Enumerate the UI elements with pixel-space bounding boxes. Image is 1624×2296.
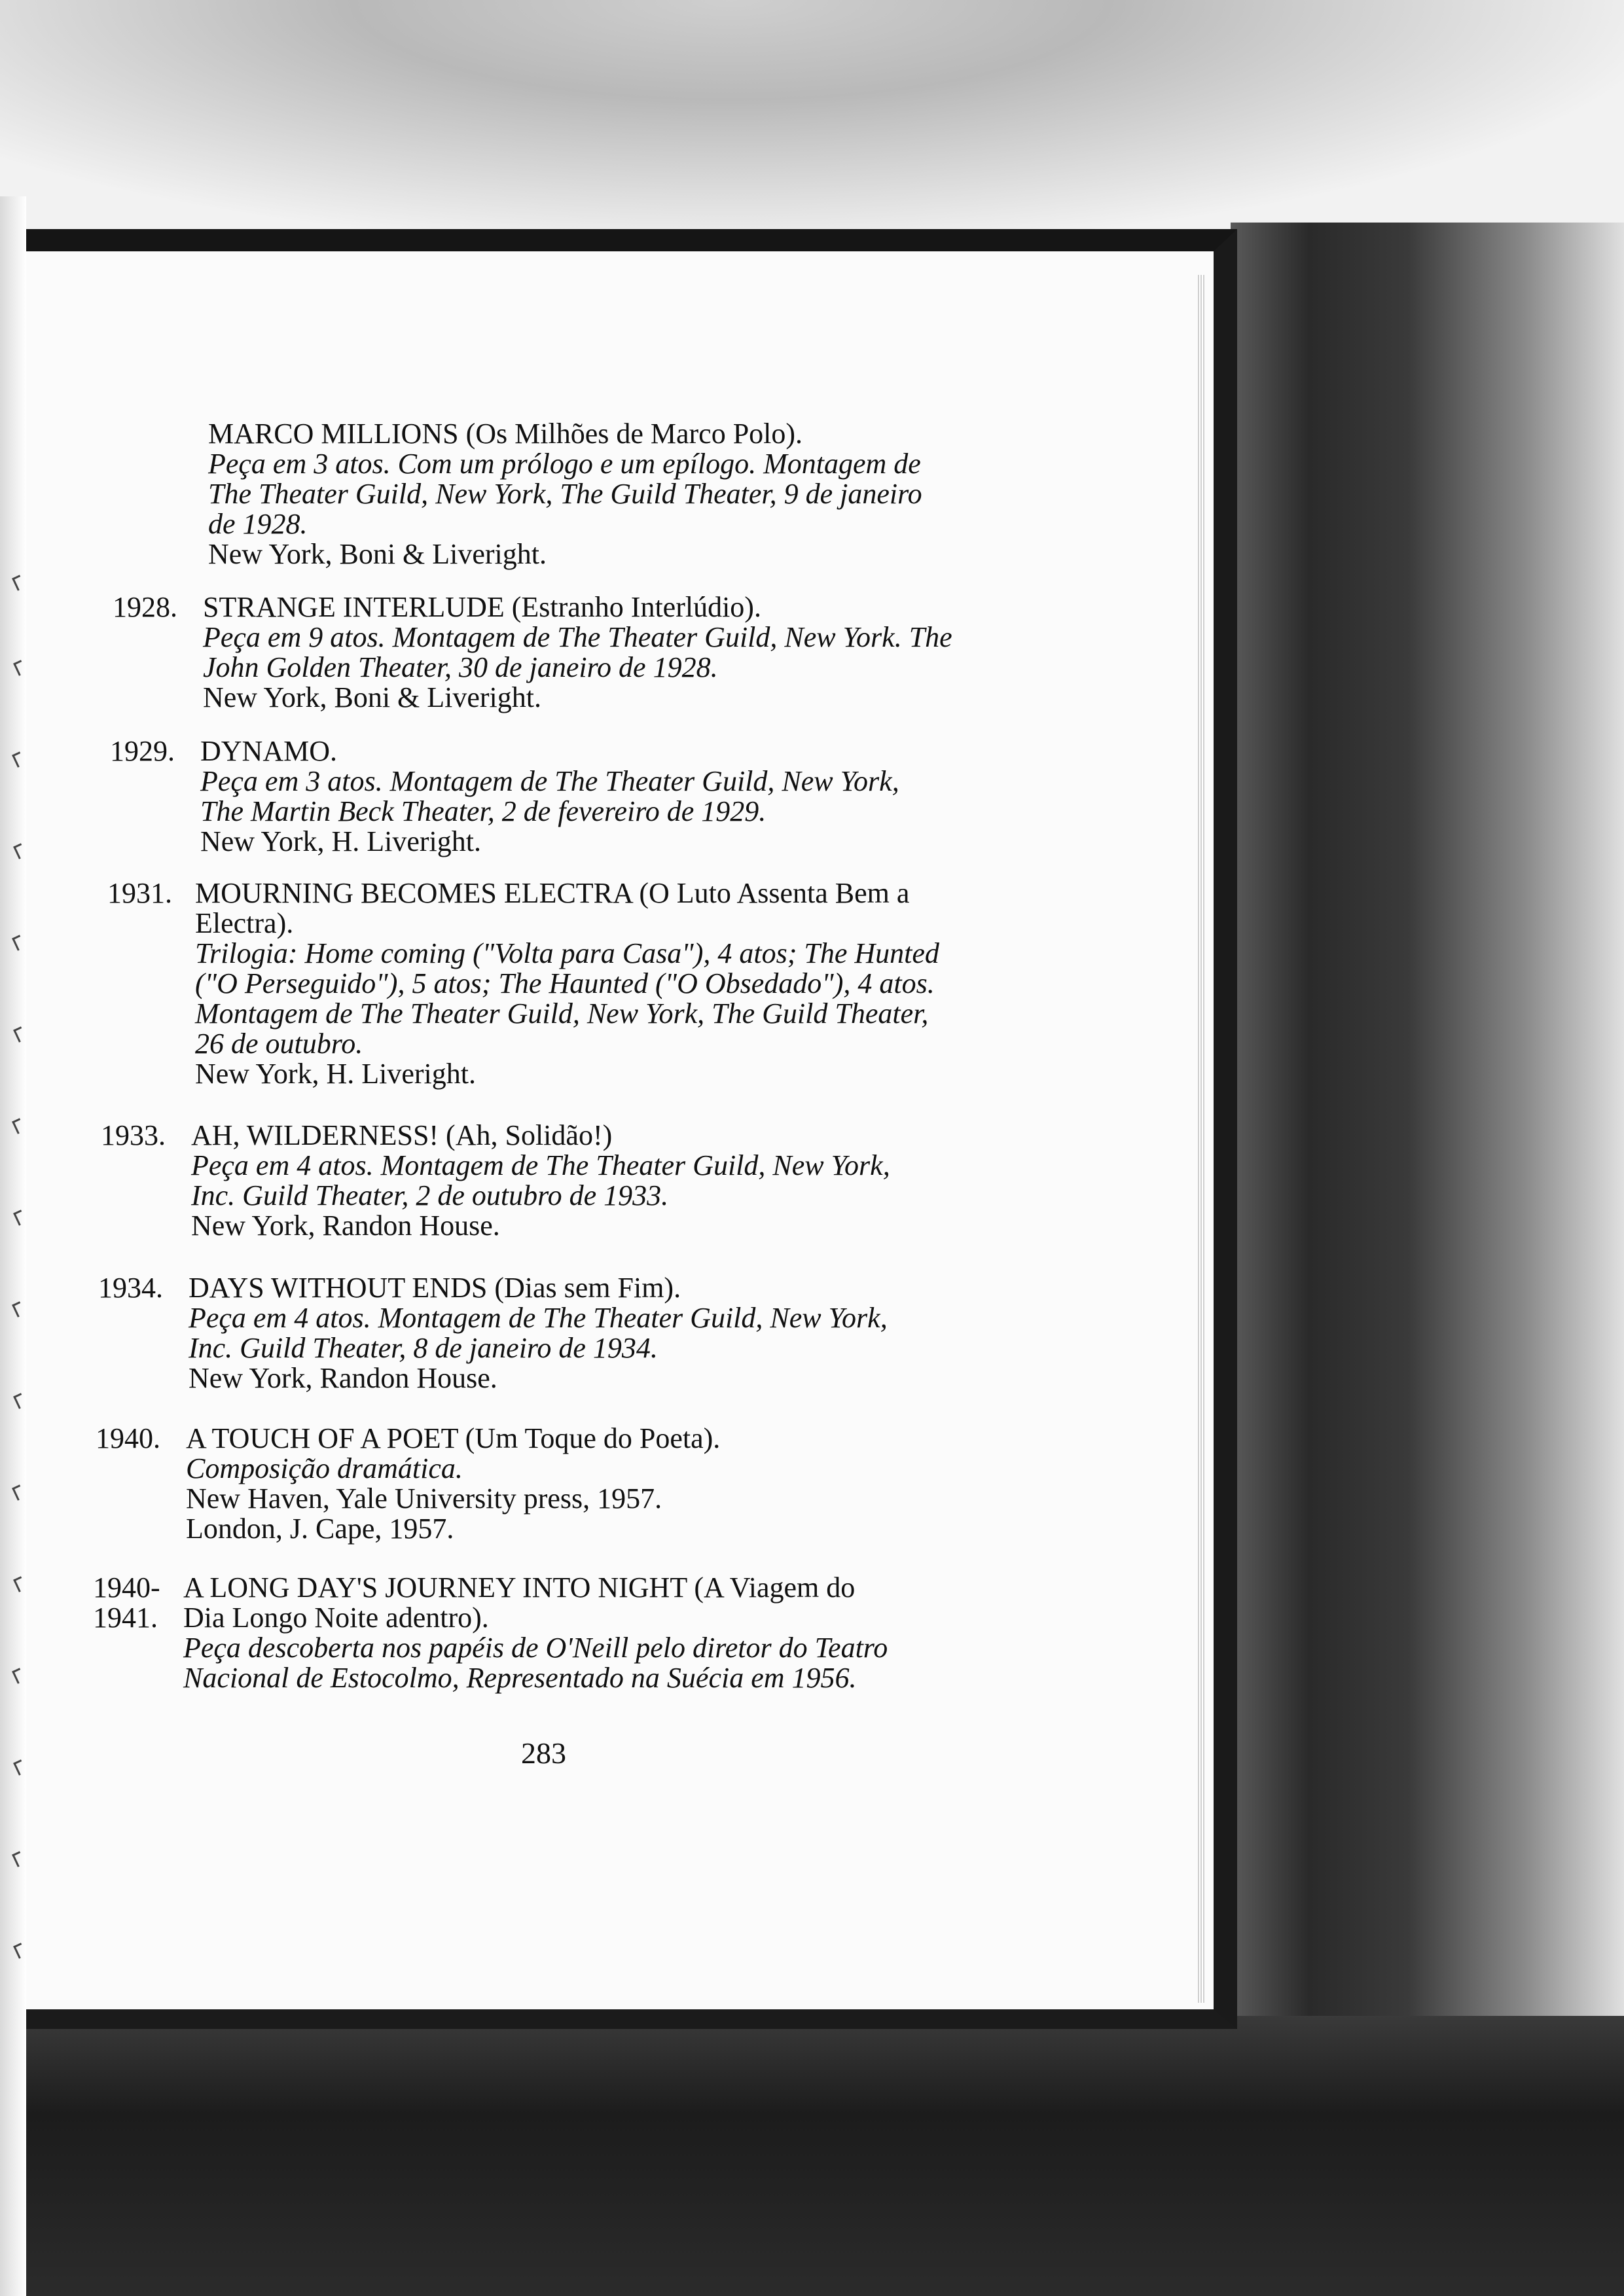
entry-publisher: London, J. Cape, 1957. xyxy=(186,1513,454,1545)
scanner-background-bottom xyxy=(0,2016,1624,2296)
entry-description: ("O Perseguido"), 5 atos; The Haunted ("O Obsedado"), 4 atos. xyxy=(195,967,935,999)
entry-description: John Golden Theater, 30 de janeiro de 1928. xyxy=(203,651,718,683)
scanner-background-left xyxy=(0,196,26,2296)
entry-description: Peça em 3 atos. Montagem de The Theater Guild, New York, xyxy=(200,765,899,797)
entry-publisher: New York, Randon House. xyxy=(189,1362,497,1394)
entry-description: Montagem de The Theater Guild, New York, The Guild Theater, xyxy=(195,997,929,1030)
entry-title: Dia Longo Noite adentro). xyxy=(183,1602,489,1634)
entry-title: STRANGE INTERLUDE (Estranho Interlúdio). xyxy=(203,591,761,623)
entry-title: Electra). xyxy=(195,907,294,939)
bibliography-entry xyxy=(200,736,899,857)
entry-title: AH, WILDERNESS! (Ah, Solidão!) xyxy=(191,1119,613,1151)
entry-publisher: New York, H. Liveright. xyxy=(195,1058,476,1090)
entry-publisher: New York, Boni & Liveright. xyxy=(203,681,541,713)
entry-description: The Martin Beck Theater, 2 de fevereiro de 1929. xyxy=(200,795,767,827)
entry-title: DYNAMO. xyxy=(200,735,337,767)
entry-title: MARCO MILLIONS (Os Milhões de Marco Polo). xyxy=(208,418,803,450)
entry-description: Inc. Guild Theater, 8 de janeiro de 1934. xyxy=(189,1332,658,1364)
entry-title: A TOUCH OF A POET (Um Toque do Poeta). xyxy=(186,1422,721,1454)
page-edge xyxy=(1198,275,1204,2003)
entry-title: DAYS WITHOUT ENDS (Dias sem Fim). xyxy=(189,1272,681,1304)
entry-description: 26 de outubro. xyxy=(195,1028,363,1060)
entry-year: 1933. xyxy=(101,1119,166,1151)
bibliography-entry xyxy=(195,878,939,1089)
entry-year: 1934. xyxy=(98,1272,163,1304)
page-number: 283 xyxy=(521,1736,566,1770)
entry-publisher: New York, Randon House. xyxy=(191,1210,500,1242)
bibliography-entry xyxy=(186,1424,720,1544)
entry-publisher: New Haven, Yale University press, 1957. xyxy=(186,1482,662,1515)
entry-description: Nacional de Estocolmo, Representado na Suécia em 1956. xyxy=(183,1662,857,1694)
entry-year: 1940- 1941. xyxy=(93,1571,160,1634)
bibliography-entry xyxy=(191,1121,890,1241)
entry-description: de 1928. xyxy=(208,508,308,540)
entry-year: 1931. xyxy=(107,877,172,909)
bibliography-entry xyxy=(208,419,922,569)
entry-title: A LONG DAY'S JOURNEY INTO NIGHT (A Viagem do xyxy=(183,1571,856,1604)
entry-year: 1929. xyxy=(110,735,175,767)
entry-description: Peça descoberta nos papéis de O'Neill pelo diretor do Teatro xyxy=(183,1632,888,1664)
entry-description: Composição dramática. xyxy=(186,1452,463,1484)
entry-description: Peça em 9 atos. Montagem de The Theater Guild, New York. The xyxy=(203,621,952,653)
scanner-background-top xyxy=(0,0,1624,236)
entry-publisher: New York, Boni & Liveright. xyxy=(208,538,547,570)
bibliography-entry xyxy=(183,1573,888,1693)
entry-title: MOURNING BECOMES ELECTRA (O Luto Assenta Bem a xyxy=(195,877,910,909)
entry-description: Peça em 4 atos. Montagem de The Theater Guild, New York, xyxy=(191,1149,890,1181)
entry-description: Trilogia: Home coming ("Volta para Casa"), 4 atos; The Hunted xyxy=(195,937,939,969)
entry-year: 1940. xyxy=(96,1422,160,1454)
entry-description: Peça em 3 atos. Com um prólogo e um epílogo. Montagem de xyxy=(208,448,921,480)
scanner-background-right xyxy=(1231,223,1624,2055)
entry-description: Peça em 4 atos. Montagem de The Theater Guild, New York, xyxy=(189,1302,888,1334)
entry-description: The Theater Guild, New York, The Guild Theater, 9 de janeiro xyxy=(208,478,922,510)
entry-publisher: New York, H. Liveright. xyxy=(200,825,481,857)
entry-year: 1928. xyxy=(113,591,177,623)
bibliography-entry xyxy=(189,1273,888,1393)
entry-description: Inc. Guild Theater, 2 de outubro de 1933. xyxy=(191,1179,669,1211)
bibliography-entry xyxy=(203,592,952,713)
